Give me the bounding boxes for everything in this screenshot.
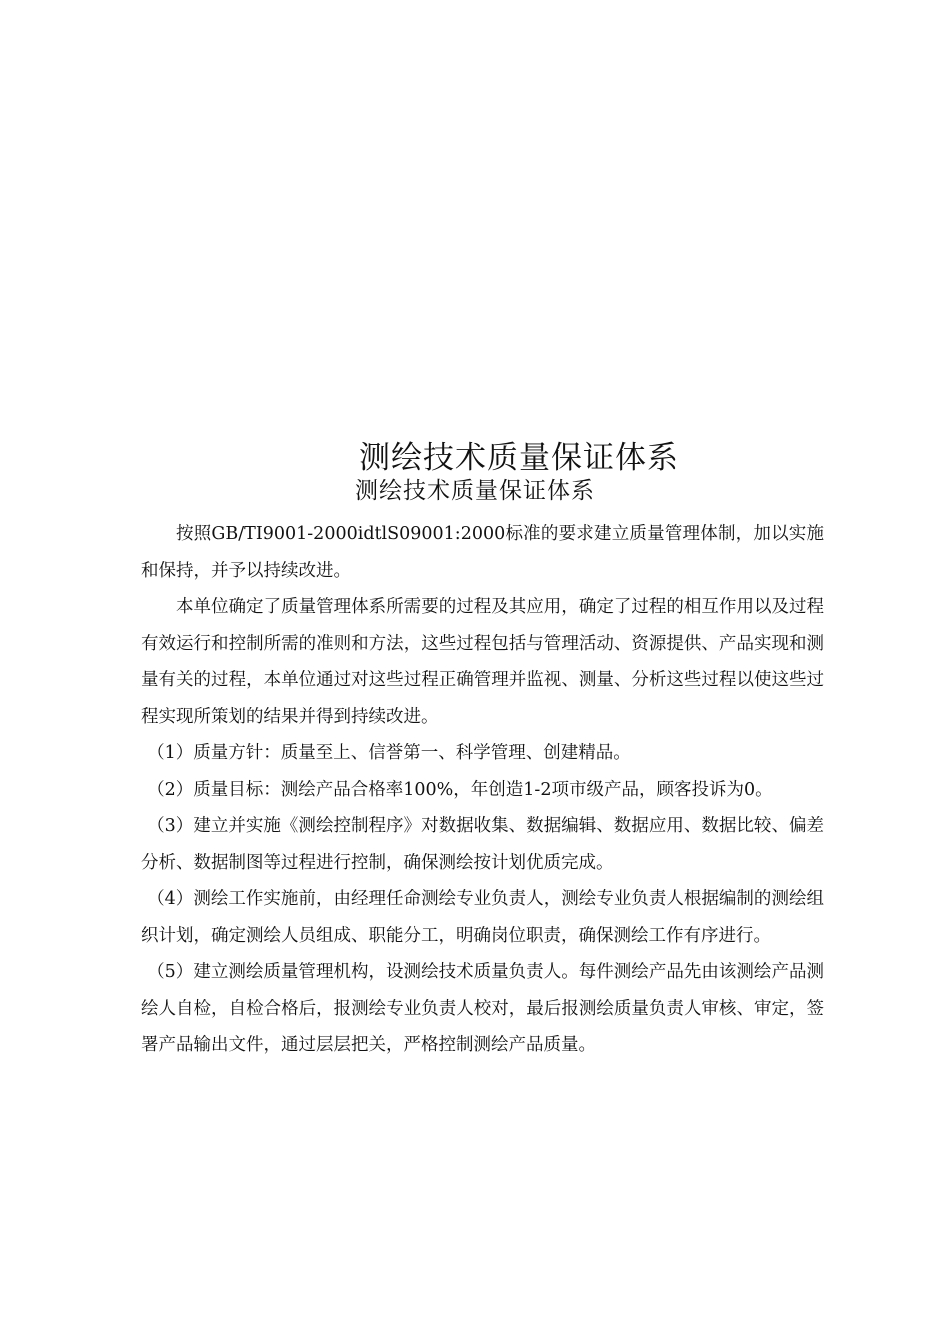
document-body [141, 516, 824, 1064]
list-item-quality-target: （2）质量目标：测绘产品合格率100%，年创造1-2项市级产品，顾客投诉为0。 [147, 779, 773, 800]
list-item-control-procedure: （3）建立并实施《测绘控制程序》对数据收集、数据编辑、数据应用、数据比较、偏差分析、数据制图等过程进行控制，确保测绘按计划优质完成。 [141, 816, 824, 873]
paragraph-process: 本单位确定了质量管理体系所需要的过程及其应用，确定了过程的相互作用以及过程有效运行和控制所需的准则和方法，这些过程包括与管理活动、资源提供、产品实现和测量有关的过程，本单位通过对这些过程正确管理并监视、测量、分析这些过程以使这些过程实现所策划的结果并得到持续改进。 [141, 597, 824, 727]
list-item-quality-management: （5）建立测绘质量管理机构，设测绘技术质量负责人。每件测绘产品先由该测绘产品测绘人自检，自检合格后，报测绘专业负责人校对，最后报测绘质量负责人审核、审定，签署产品输出文件，通过层层把关，严格控制测绘产品质量。 [141, 962, 824, 1055]
document-subtitle: 测绘技术质量保证体系 [355, 478, 595, 504]
list-item-quality-policy: （1）质量方针：质量至上、信誉第一、科学管理、创建精品。 [147, 743, 631, 763]
document-title: 测绘技术质量保证体系 [359, 440, 679, 476]
paragraph-standard: 按照GB/TI9001-2000idtlS09001:2000标准的要求建立质量管理体制，加以实施和保持，并予以持续改进。 [141, 524, 824, 581]
list-item-work-organization: （4）测绘工作实施前，由经理任命测绘专业负责人，测绘专业负责人根据编制的测绘组织计划，确定测绘人员组成、职能分工，明确岗位职责，确保测绘工作有序进行。 [141, 889, 824, 946]
